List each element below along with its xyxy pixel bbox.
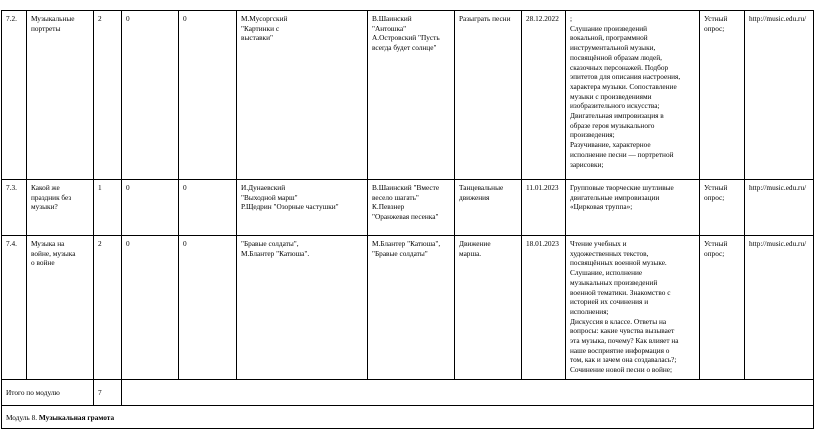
repertoire-singing-line: К.Певзнер xyxy=(372,202,405,212)
activities-line: музыкальных произведений xyxy=(570,277,658,287)
resources-link-cell xyxy=(745,11,814,180)
control-form-cell xyxy=(700,236,745,380)
lesson-number-cell xyxy=(2,236,27,380)
lesson-topic-line: Музыкальные xyxy=(31,14,75,23)
hours-total-cell xyxy=(94,236,122,380)
repertoire-listening-line: "Выходной марш" xyxy=(241,192,298,202)
curriculum-table xyxy=(1,10,814,429)
lesson-topic-line: войне, музыка xyxy=(31,248,76,258)
repertoire-singing-line: М.Блантер "Катюша", xyxy=(372,239,441,248)
module-title: Музыкальная грамота xyxy=(38,412,115,422)
repertoire-listening-line: выставки" xyxy=(241,33,273,43)
activities-line: двигательные импровизации xyxy=(570,192,660,202)
activities-line: Двигательная импровизация в xyxy=(570,111,664,121)
lesson-topic-line: Музыка на xyxy=(31,239,65,248)
activities-line: вокальной, программной xyxy=(570,33,648,43)
activities-line: историей их сочинения и xyxy=(570,297,649,307)
hours-control-cell xyxy=(122,180,179,236)
activities-line: художественных текстов, xyxy=(570,248,649,258)
table-row xyxy=(2,11,814,180)
lesson-topic-line: о войне xyxy=(31,258,55,268)
hours-total: 2 xyxy=(98,239,102,248)
module-header xyxy=(2,406,814,429)
activities-line: посвящённых военной музыке. xyxy=(570,258,667,268)
activities-line: исполнения; xyxy=(570,306,609,316)
resources-link[interactable]: http://music.edu.ru/ xyxy=(749,14,807,23)
hours-practice-cell xyxy=(179,180,237,236)
summary-row xyxy=(2,380,814,406)
hours-practice: 0 xyxy=(183,14,187,23)
activities-line: произведения; xyxy=(570,130,615,140)
table-row xyxy=(2,180,814,236)
activities-line: Дискуссия в классе. Ответы на xyxy=(570,316,667,326)
repertoire-listening-cell xyxy=(237,180,368,236)
repertoire-playing-line: Разыграть песни xyxy=(459,14,511,23)
activities-line: образе героя музыкального xyxy=(570,120,655,130)
activities-line: Чтение учебных и xyxy=(570,239,627,248)
repertoire-singing-cell xyxy=(368,11,455,180)
control-form-line: опрос; xyxy=(704,248,725,258)
module-prefix: Модуль 8. xyxy=(6,412,38,422)
activities-line: наше восприятие информация о xyxy=(570,345,670,355)
lesson-date: 28.12.2022 xyxy=(526,14,559,23)
lesson-topic-cell xyxy=(27,180,94,236)
repertoire-playing-line: движения xyxy=(459,192,490,202)
lesson-date: 18.01.2023 xyxy=(526,239,559,248)
repertoire-playing-cell xyxy=(455,236,522,380)
activities-line: Групповые творческие шутливые xyxy=(570,183,674,192)
hours-control-cell xyxy=(122,236,179,380)
repertoire-listening-line: М.Блантер "Катюша". xyxy=(241,248,310,258)
resources-link[interactable]: http://music.edu.ru/ xyxy=(749,239,807,248)
control-form-line: Устный xyxy=(704,14,728,23)
lesson-date: 11.01.2023 xyxy=(526,183,559,192)
control-form-cell xyxy=(700,180,745,236)
activities-cell xyxy=(566,11,700,180)
repertoire-listening-line: "Бравые солдаты", xyxy=(241,239,299,248)
hours-total-cell xyxy=(94,180,122,236)
repertoire-playing-cell xyxy=(455,180,522,236)
lesson-topic-line: праздник без xyxy=(31,192,72,202)
lesson-number-cell xyxy=(2,11,27,180)
hours-control: 0 xyxy=(126,239,130,248)
repertoire-singing-line: "Бравые солдаты" xyxy=(372,248,428,258)
activities-line: Слушание, исполнение xyxy=(570,268,643,278)
hours-practice-cell xyxy=(179,11,237,180)
activities-line: характера музыки. Сопоставление xyxy=(570,81,677,91)
control-form-line: опрос; xyxy=(704,192,725,202)
repertoire-singing-line: А.Островский "Пусть xyxy=(372,33,440,43)
lesson-topic-line: музыки? xyxy=(31,202,58,212)
repertoire-singing-line: "Оранжевая песенка" xyxy=(372,212,439,222)
lesson-number-cell xyxy=(2,180,27,236)
activities-cell xyxy=(566,236,700,380)
repertoire-singing-cell xyxy=(368,236,455,380)
activities-line: вопросы: какие чувства вызывает xyxy=(570,326,675,336)
activities-line: сказочных персонажей. Подбор xyxy=(570,62,669,72)
control-form-line: Устный xyxy=(704,183,728,192)
lesson-topic-line: Какой же xyxy=(31,183,60,192)
activities-cell xyxy=(566,180,700,236)
activities-line: исполнение песни — портретной xyxy=(570,149,674,159)
activities-line: инструментальной музыки, xyxy=(570,43,656,53)
repertoire-listening-cell xyxy=(237,236,368,380)
repertoire-playing-line: Движение xyxy=(459,239,491,248)
hours-control: 0 xyxy=(126,183,130,192)
repertoire-singing-line: весело шагать" xyxy=(372,192,419,202)
hours-total: 1 xyxy=(98,183,102,192)
activities-line: Сочинение новой песни о войне; xyxy=(570,365,673,375)
resources-link-cell xyxy=(745,236,814,380)
repertoire-playing-line: Танцевальные xyxy=(459,183,504,192)
resources-link[interactable]: http://music.edu.ru/ xyxy=(749,183,807,192)
resources-link-cell xyxy=(745,180,814,236)
control-form-line: опрос; xyxy=(704,23,725,33)
table-row xyxy=(2,236,814,380)
hours-practice: 0 xyxy=(183,183,187,192)
module-header-row xyxy=(2,406,814,429)
hours-practice-cell xyxy=(179,236,237,380)
control-form-line: Устный xyxy=(704,239,728,248)
hours-practice: 0 xyxy=(183,239,187,248)
summary-label: Итого по модулю xyxy=(2,380,94,406)
lesson-topic-line: портреты xyxy=(31,23,61,33)
hours-control: 0 xyxy=(126,14,130,23)
repertoire-listening-line: М.Мусоргский xyxy=(241,14,288,23)
activities-line: Разучивание, характерное xyxy=(570,140,651,150)
repertoire-listening-line: И.Дунаевский xyxy=(241,183,286,192)
lesson-date-cell xyxy=(522,236,566,380)
hours-control-cell xyxy=(122,11,179,180)
activities-line: «Цирковая труппа»; xyxy=(570,202,633,212)
summary-value: 7 xyxy=(94,380,122,406)
repertoire-singing-line: всегда будет солнце" xyxy=(372,43,437,53)
lesson-number: 7.4. xyxy=(6,239,17,248)
summary-empty-cell xyxy=(122,380,814,406)
lesson-date-cell xyxy=(522,180,566,236)
activities-line: посвящённой образам людей, xyxy=(570,52,662,62)
activities-line: эпитетов для описания настроения, xyxy=(570,72,681,82)
hours-total-cell xyxy=(94,11,122,180)
activities-line: том, как и зачем она создавалась?; xyxy=(570,355,677,365)
repertoire-playing-cell xyxy=(455,11,522,180)
activities-line: военной тематики. Знакомство с xyxy=(570,287,671,297)
repertoire-listening-cell xyxy=(237,11,368,180)
activities-line: музыки с произведениями xyxy=(570,91,652,101)
lesson-number: 7.2. xyxy=(6,14,17,23)
lesson-number: 7.3. xyxy=(6,183,17,192)
repertoire-listening-line: "Картинки с xyxy=(241,23,280,33)
activities-line: Слушание произведений xyxy=(570,23,648,33)
repertoire-listening-line: Р.Щедрин "Озорные частушки" xyxy=(241,202,339,212)
control-form-cell xyxy=(700,11,745,180)
repertoire-singing-line: В.Шаинский xyxy=(372,14,412,23)
repertoire-singing-cell xyxy=(368,180,455,236)
lesson-date-cell xyxy=(522,11,566,180)
activities-line: ; xyxy=(570,14,573,23)
lesson-topic-cell xyxy=(27,236,94,380)
activities-line: эта музыка, почему? Как влияет на xyxy=(570,336,679,346)
repertoire-singing-line: "Антошка" xyxy=(372,23,407,33)
repertoire-singing-line: В.Шаинский "Вместе xyxy=(372,183,440,192)
activities-line: изобразительного искусства; xyxy=(570,101,660,111)
repertoire-playing-line: марша. xyxy=(459,248,482,258)
hours-total: 2 xyxy=(98,14,102,23)
activities-line: зарисовки; xyxy=(570,159,604,169)
lesson-topic-cell xyxy=(27,11,94,180)
